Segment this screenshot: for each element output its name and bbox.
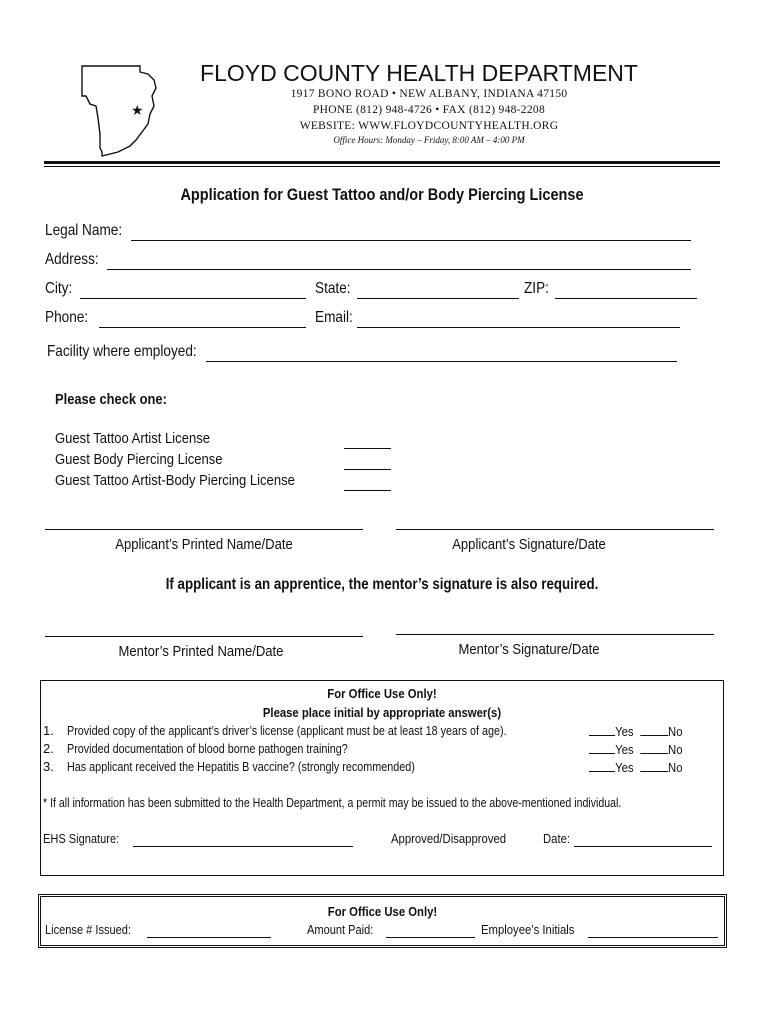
phone-field[interactable] [99, 311, 306, 328]
question-text: Provided copy of the applicant’s driver’s license (applicant must be at least 18 years of age). [67, 723, 507, 738]
city-label: City: [45, 280, 73, 297]
office-use-heading: For Office Use Only! [327, 904, 438, 919]
question-number: 3. [43, 759, 54, 774]
org-phone-fax: PHONE (812) 948-4726 • FAX (812) 948-2208 [312, 104, 546, 116]
yes-label: Yes [615, 760, 634, 775]
apprentice-note: If applicant is an apprentice, the mentor’s signature is also required. [165, 576, 599, 593]
mentor-printed-line[interactable] [45, 636, 363, 637]
employee-initials-field[interactable] [588, 923, 718, 938]
question-text: Has applicant received the Hepatitis B vaccine? (strongly recommended) [67, 759, 415, 774]
address-field[interactable] [107, 253, 691, 270]
office-use-box [40, 680, 724, 876]
zip-field[interactable] [555, 282, 697, 299]
facility-label: Facility where employed: [47, 343, 197, 360]
license-option-tattoo-blank[interactable] [344, 432, 391, 449]
org-address: 1917 BONO ROAD • NEW ALBANY, INDIANA 47150 [290, 88, 568, 100]
office-use-heading: For Office Use Only! [327, 686, 437, 701]
license-option-combined-blank[interactable] [344, 474, 391, 491]
office-use-note: * If all information has been submitted to the Health Department, a permit may be issued to the above-mentioned individual. [43, 795, 622, 810]
mentor-signature-caption: Mentor’s Signature/Date [458, 641, 600, 658]
state-field[interactable] [357, 282, 519, 299]
no-label: No [668, 742, 683, 757]
yes-label: Yes [615, 742, 634, 757]
zip-label: ZIP: [524, 280, 549, 297]
amount-paid-field[interactable] [386, 923, 475, 938]
email-field[interactable] [357, 311, 680, 328]
license-option-label: Guest Body Piercing License [55, 451, 223, 468]
question-yes-no[interactable] [589, 759, 682, 775]
question-yes-no[interactable] [589, 723, 682, 739]
applicant-signature-caption: Applicant’s Signature/Date [452, 536, 606, 553]
floyd-county-outline-icon [78, 62, 170, 158]
employee-initials-label: Employee’s Initials [481, 922, 575, 937]
legal-name-field[interactable] [131, 224, 691, 241]
phone-label: Phone: [45, 309, 89, 326]
amount-paid-label: Amount Paid: [307, 922, 374, 937]
applicant-printed-line[interactable] [45, 529, 363, 530]
license-issue-box [38, 894, 727, 948]
date-label: Date: [543, 831, 571, 846]
no-label: No [668, 760, 683, 775]
ehs-signature-label: EHS Signature: [43, 831, 120, 846]
legal-name-label: Legal Name: [45, 222, 123, 239]
email-label: Email: [315, 309, 353, 326]
ehs-signature-field[interactable] [133, 832, 353, 847]
office-use-subheading: Please place initial by appropriate answer(s) [262, 705, 502, 720]
county-map-logo [78, 62, 170, 158]
header-divider [44, 161, 720, 164]
address-label: Address: [45, 251, 99, 268]
license-issued-field[interactable] [147, 923, 271, 938]
mentor-signature-line[interactable] [396, 634, 714, 635]
license-option-label: Guest Tattoo Artist License [55, 430, 210, 447]
city-field[interactable] [80, 282, 306, 299]
license-option-label: Guest Tattoo Artist-Body Piercing License [55, 472, 295, 489]
mentor-printed-caption: Mentor’s Printed Name/Date [118, 643, 284, 660]
applicant-signature-line[interactable] [396, 529, 714, 530]
yes-label: Yes [615, 724, 634, 739]
facility-field[interactable] [206, 345, 677, 362]
date-field[interactable] [574, 832, 712, 847]
check-one-heading: Please check one: [55, 391, 167, 408]
applicant-printed-caption: Applicant’s Printed Name/Date [115, 536, 293, 553]
svg-text:★: ★ [131, 103, 144, 119]
license-option-piercing-blank[interactable] [344, 453, 391, 470]
header-divider-thin [44, 166, 720, 167]
question-number: 2. [43, 741, 54, 756]
no-label: No [668, 724, 683, 739]
question-text: Provided documentation of blood borne pathogen training? [67, 741, 348, 756]
approved-disapproved-label[interactable]: Approved/Disapproved [391, 831, 507, 846]
form-title: Application for Guest Tattoo and/or Body Piercing License [180, 186, 584, 204]
question-yes-no[interactable] [589, 741, 682, 757]
org-website: WEBSITE: WWW.FLOYDCOUNTYHEALTH.ORG [299, 120, 559, 132]
office-hours: Office Hours: Monday – Friday, 8:00 AM – 4:00 PM [333, 135, 525, 145]
state-label: State: [315, 280, 351, 297]
org-name: FLOYD COUNTY HEALTH DEPARTMENT [200, 60, 638, 86]
question-number: 1. [43, 723, 54, 738]
license-issued-label: License # Issued: [45, 922, 132, 937]
